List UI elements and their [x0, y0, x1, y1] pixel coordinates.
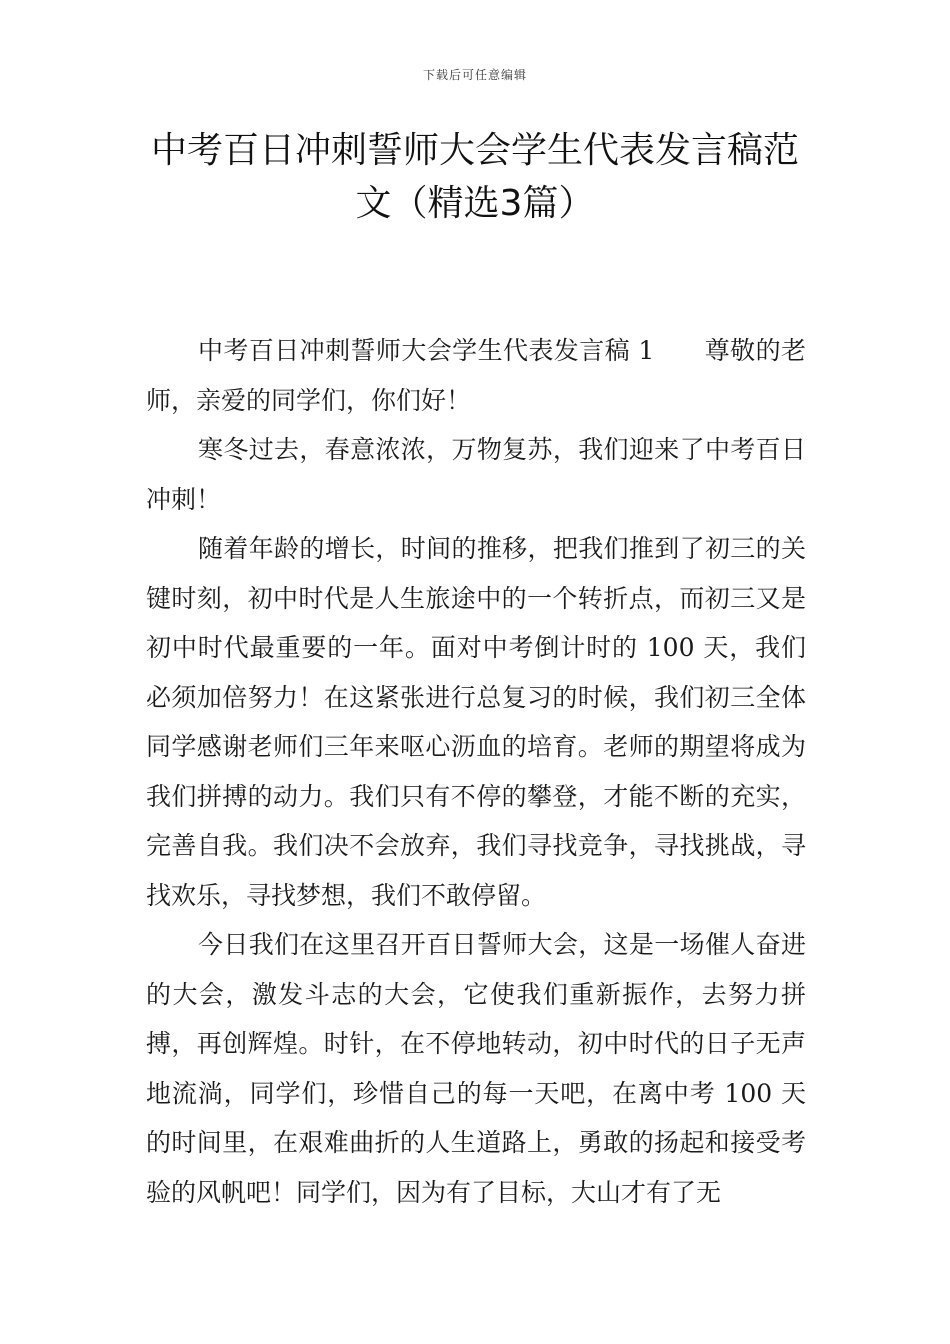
header-note: 下载后可任意编辑	[422, 68, 527, 82]
paragraph-4: 今日我们在这里召开百日誓师大会，这是一场催人奋进的大会，激发斗志的大会，它使我们重新振作，去努力拼搏，再创辉煌。时针，在不停地转动，初中时代的日子无声地流淌，同学们，珍惜自己的每一天吧，在离中考 100 天的时间里，在艰难曲折的人生道路上，勇敢的扬起和接受考验的风帆吧！同学们，因为有了目标，大山才有了无	[146, 930, 806, 1207]
paragraph-3: 随着年龄的增长，时间的推移，把我们推到了初三的关键时刻，初中时代是人生旅途中的一个转折点，而初三又是初中时代最重要的一年。面对中考倒计时的 100 天，我们必须加倍努力！在这紧张进行总复习的时候，我们初三全体同学感谢老师们三年来呕心沥血的培育。老师的期望将成为我们拼搏的动力。我们只有不停的攀登，才能不断的充实，完善自我。我们决不会放弃，我们寻找竞争，寻找挑战，寻找欢乐，寻找梦想，我们不敢停留。	[146, 534, 806, 910]
document-title: 中考百日冲刺誓师大会学生代表发言稿范文（精选3篇）	[150, 130, 799, 224]
paragraph-1	[146, 326, 806, 425]
greeting-text: 尊敬的老师，亲爱的同学们，你们好！	[146, 336, 806, 415]
section-heading: 中考百日冲刺誓师大会学生代表发言稿 1	[198, 336, 655, 365]
document-body	[146, 326, 806, 1217]
paragraph-2: 寒冬过去，春意浓浓，万物复苏，我们迎来了中考百日冲刺！	[146, 435, 806, 514]
